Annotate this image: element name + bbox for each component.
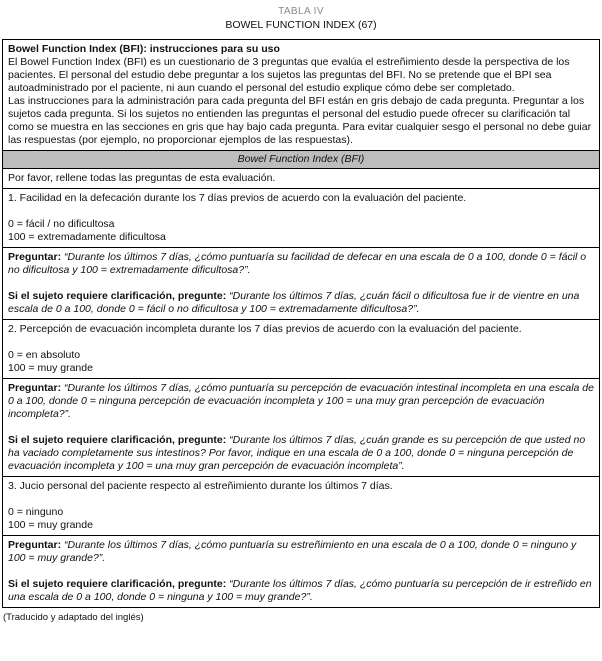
instruction-text: Por favor, rellene todas las preguntas de esta evaluación. <box>8 172 276 184</box>
clarify-paragraph <box>8 434 594 473</box>
question-3-script-row <box>3 536 599 607</box>
scale-anchor-high: 100 = muy grande <box>8 362 93 374</box>
intro-heading: Bowel Function Index (BFI): instrucciones para su uso <box>8 43 280 55</box>
ask-paragraph <box>8 251 594 277</box>
ask-text: “Durante los últimos 7 días, ¿cómo puntuaría su estreñimiento en una escala de 0 a 100, donde 0 = ninguno y 100 = muy grande?”. <box>8 539 577 564</box>
intro-row <box>3 40 599 151</box>
ask-paragraph <box>8 382 594 421</box>
question-3-statement-row <box>3 477 599 536</box>
scale-anchor-high: 100 = extremadamente dificultosa <box>8 231 166 243</box>
clarify-text: “Durante los últimos 7 días, ¿cuán fácil o dificultosa fue ir de vientre en una escala de 0 a 100, donde 0 = fácil o no dificultosa y 100 = extremadamente dificultosa?”. <box>8 290 580 315</box>
table-number: TABLA IV <box>278 6 324 17</box>
ask-label: Preguntar: <box>8 251 62 263</box>
intro-paragraph-2: Las instrucciones para la administración para cada pregunta del BFI están en gris debajo de cada pregunta. Preguntar a los sujetos cada pregunta. Si los sujetos no entienden las preguntas el personal del estudio puede ofrecer su clarificación tal como se muestra en las secciones en gris que hay bajo cada pregunta. Para evitar cualquier sesgo el personal no debe guiar las respuestas (por ejemplo, no proporcionar ejemplos de las respuestas). <box>8 95 592 146</box>
question-1-statement-row <box>3 189 599 248</box>
question-statement: 1. Facilidad en la defecación durante los 7 días previos de acuerdo con la evaluación del paciente. <box>8 192 467 204</box>
band-title: Bowel Function Index (BFI) <box>237 153 365 165</box>
ask-paragraph <box>8 539 594 565</box>
question-statement: 3. Jucio personal del paciente respecto al estreñimiento durante los últimos 7 días. <box>8 480 393 492</box>
clarify-label: Si el sujeto requiere clarificación, pregunte: <box>8 290 227 302</box>
translation-footnote: (Traducido y adaptado del inglés) <box>3 612 144 623</box>
question-2-script-row <box>3 379 599 477</box>
intro-paragraph-1: El Bowel Function Index (BFI) es un cuestionario de 3 preguntas que evalúa el estreñimiento desde la perspectiva de los pacientes. El personal del estudio debe preguntar a los sujetos las preguntas del BFI. No se pretende que el BPI sea autoadministrado por el paciente, ni aun cuando el personal del estudio explique cómo debe ser completado. <box>8 56 570 94</box>
bfi-table <box>2 39 600 608</box>
ask-label: Preguntar: <box>8 539 62 551</box>
ask-label: Preguntar: <box>8 382 62 394</box>
question-1-script-row <box>3 248 599 320</box>
question-2-statement-row <box>3 320 599 379</box>
table-title: BOWEL FUNCTION INDEX (67) <box>225 19 377 31</box>
clarify-paragraph <box>8 578 594 604</box>
table-caption <box>2 5 600 32</box>
clarify-label: Si el sujeto requiere clarificación, pregunte: <box>8 434 227 446</box>
instruction-row <box>3 169 599 189</box>
question-statement: 2. Percepción de evacuación incompleta durante los 7 días previos de acuerdo con la evaluación del paciente. <box>8 323 522 335</box>
clarify-label: Si el sujeto requiere clarificación, pregunte: <box>8 578 227 590</box>
clarify-paragraph <box>8 290 594 316</box>
scale-anchor-low: 0 = ninguno <box>8 506 64 518</box>
band-title-row <box>3 151 599 169</box>
scale-anchor-low: 0 = fácil / no dificultosa <box>8 218 115 230</box>
ask-text: “Durante los últimos 7 días, ¿cómo puntuaría su percepción de evacuación intestinal incompleta en una escala de 0 a 100, donde 0 = ninguna percepción de evacuación incompleta y 100 = una muy gran percepción de evacuación incompleta?”. <box>8 382 594 420</box>
scale-anchor-high: 100 = muy grande <box>8 519 93 531</box>
scale-anchor-low: 0 = en absoluto <box>8 349 81 361</box>
clarify-text: “Durante los últimos 7 días, ¿cómo puntuaría su percepción de ir estreñido en una escala de 0 a 100, donde 0 = ninguna y 100 = muy grande?”. <box>8 578 592 603</box>
ask-text: “Durante los últimos 7 días, ¿cómo puntuaría su facilidad de defecar en una escala de 0 a 100, donde 0 = fácil o no dificultosa y 100 = extremadamente dificultosa?”. <box>8 251 587 276</box>
clarify-text: “Durante los últimos 7 días, ¿cuán grande es su percepción de que usted no ha vaciado completamente sus intestinos? Por favor, indique en una escala de 0 a 100, donde 0 = ninguna percepción de evacuación incompleta y 100 = una muy gran percepción de evacuación incompleta”. <box>8 434 586 472</box>
